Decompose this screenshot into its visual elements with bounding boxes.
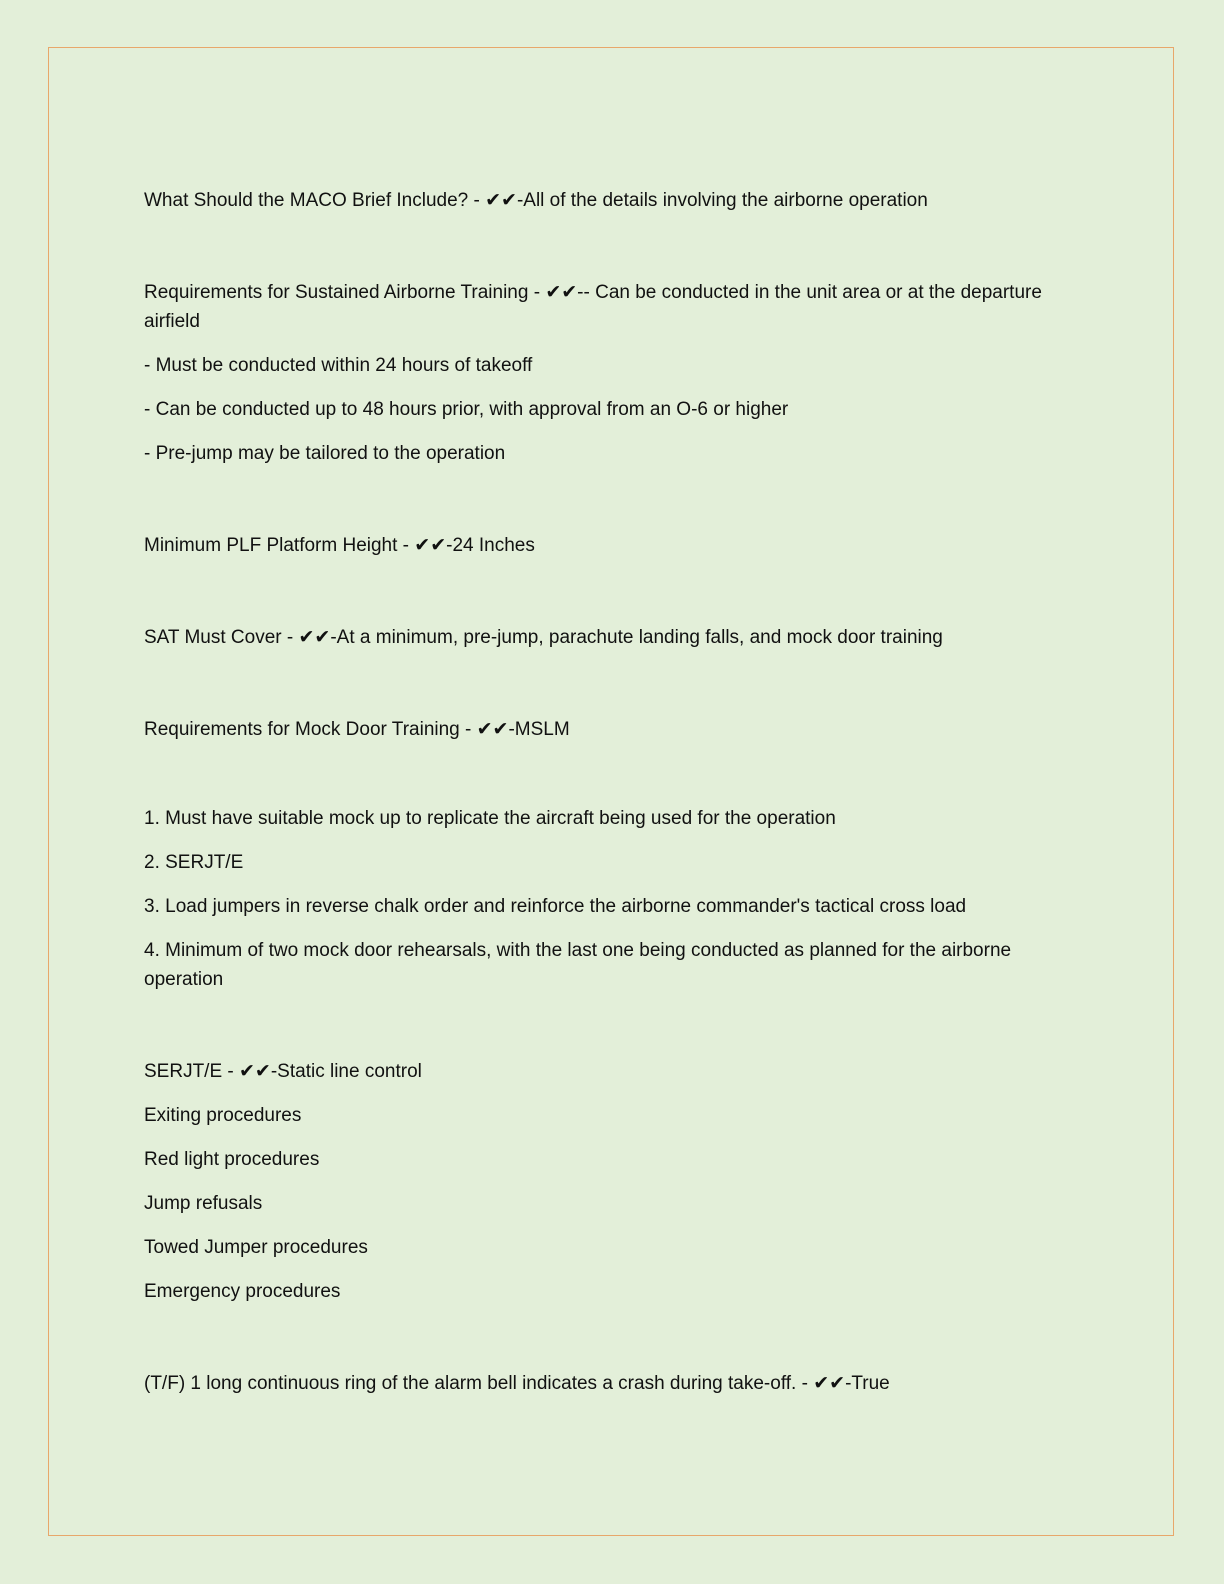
checkmark-icon: ✔✔: [414, 535, 447, 556]
document-content: [144, 186, 1094, 1398]
qa-item-serjt-e: [144, 1057, 1094, 1086]
question-text: Minimum PLF Platform Height: [144, 535, 398, 556]
list-item: Exiting procedures: [144, 1105, 302, 1126]
list-item: 2. SERJT/E: [144, 852, 244, 873]
answer-text: -- Can be conducted in the unit area or at the departure airfield: [144, 282, 1042, 332]
checkmark-icon: ✔✔: [545, 282, 578, 303]
checkmark-icon: ✔✔: [239, 1061, 271, 1082]
separator: -: [397, 535, 415, 556]
question-text: What Should the MACO Brief Include?: [144, 190, 469, 211]
list-item: Towed Jumper procedures: [144, 1237, 368, 1258]
answer-text: -All of the details involving the airborne operation: [516, 190, 928, 211]
list-item: 3. Load jumpers in reverse chalk order and reinforce the airborne commander's tactical cross load: [144, 896, 967, 917]
checkmark-icon: ✔✔: [813, 1373, 846, 1394]
separator: -: [468, 190, 486, 211]
answer-text: -Static line control: [270, 1061, 422, 1082]
qa-item-sustained-training: [144, 278, 1094, 336]
answer-text: -True: [845, 1373, 890, 1394]
qa-item-plf-height: [144, 531, 1094, 560]
checkmark-icon: ✔✔: [476, 719, 509, 740]
answer-text: -At a minimum, pre-jump, parachute landing falls, and mock door training: [330, 627, 943, 648]
answer-text: -MSLM: [508, 719, 570, 740]
qa-item-sat-cover: [144, 623, 1094, 652]
separator: -: [222, 1061, 240, 1082]
list-item: Jump refusals: [144, 1193, 263, 1214]
separator: -: [528, 282, 546, 303]
question-text: Requirements for Mock Door Training: [144, 719, 460, 740]
qa-item-alarm-bell: [144, 1369, 1094, 1398]
separator: -: [459, 719, 477, 740]
list-item: - Can be conducted up to 48 hours prior, with approval from an O-6 or higher: [144, 399, 789, 420]
question-text: (T/F) 1 long continuous ring of the alarm bell indicates a crash during take-off.: [144, 1373, 797, 1394]
list-item: - Must be conducted within 24 hours of takeoff: [144, 355, 533, 376]
answer-text: -24 Inches: [446, 535, 535, 556]
separator: -: [281, 627, 299, 648]
question-text: SAT Must Cover: [144, 627, 282, 648]
separator: -: [796, 1373, 814, 1394]
list-item: - Pre-jump may be tailored to the operation: [144, 443, 506, 464]
list-item: Red light procedures: [144, 1149, 320, 1170]
qa-item-mock-door: [144, 715, 1094, 744]
qa-item-maco-brief: [144, 186, 1094, 215]
checkmark-icon: ✔✔: [298, 627, 331, 648]
list-item: Emergency procedures: [144, 1281, 341, 1302]
checkmark-icon: ✔✔: [485, 190, 517, 211]
list-item: 4. Minimum of two mock door rehearsals, with the last one being conducted as planned for the airborne operation: [144, 940, 1012, 990]
list-item: 1. Must have suitable mock up to replicate the aircraft being used for the operation: [144, 808, 836, 829]
question-text: SERJT/E: [144, 1061, 223, 1082]
question-text: Requirements for Sustained Airborne Training: [144, 282, 529, 303]
